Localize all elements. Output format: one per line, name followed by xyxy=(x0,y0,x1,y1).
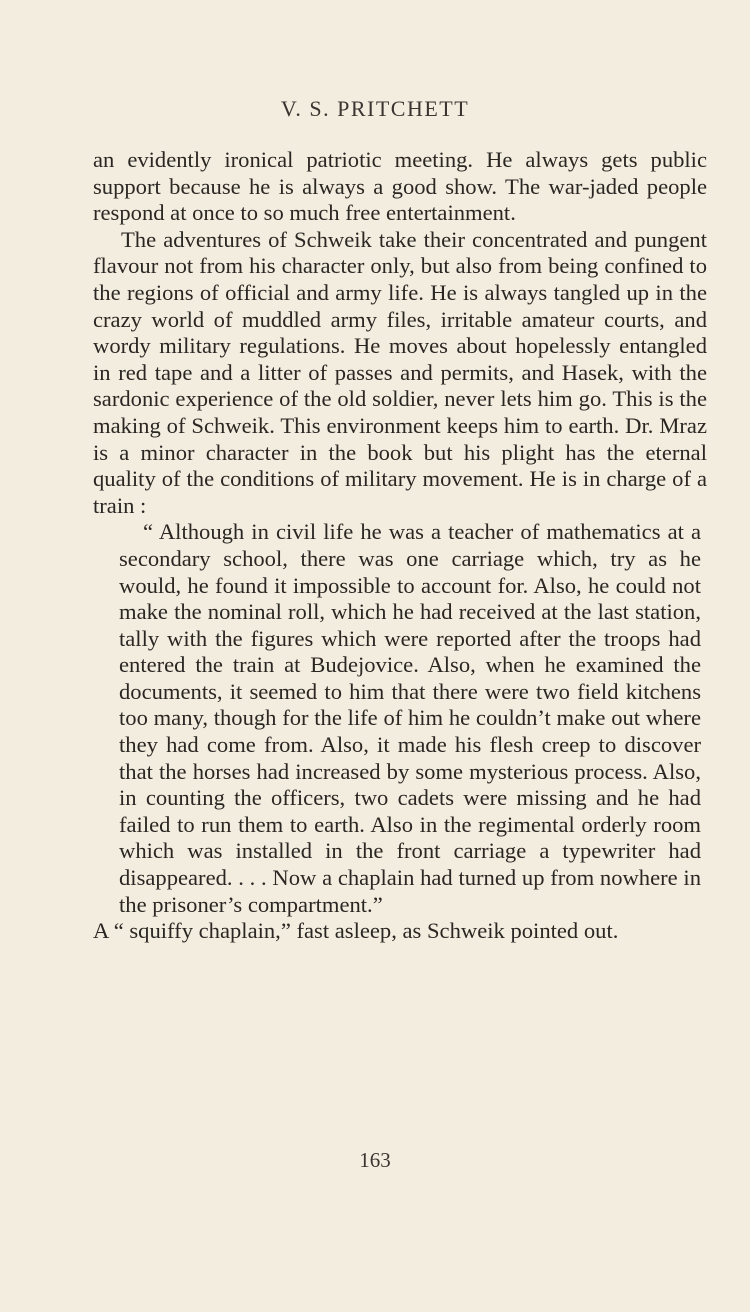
running-head: V. S. PRITCHETT xyxy=(280,96,470,121)
page-number: 163 xyxy=(359,1148,391,1172)
body-text xyxy=(93,147,707,945)
quote-text: “ Although in civil life he was a teacher of mathematics at a secondary school, there was one carriage which, try as he would, he found it impossible to account for. Also, he could not make the nominal roll, which he had received at the last station, tally with the figures which were reported after the troops had entered the train at Budejovice. Also, when he examined the documents, it seemed to him that there were two field kitchens too many, though for the life of him he couldn’t make out where they had come from. Also, it made his flesh creep to discover that the horses had increased by some mysterious process. Also, in counting the officers, two cadets were missing and he had failed to run them to earth. Also in the regimental orderly room which was installed in the front carriage a typewriter had disappeared. . . . Now a chaplain had turned up from nowhere in the prisoner’s compartment.” xyxy=(119,519,701,917)
paragraph-closing: A “ squiffy chaplain,” fast asleep, as Schweik pointed out. xyxy=(93,918,619,944)
paragraph-schweik-adventures: The adventures of Schweik take their concentrated and pungent flavour not from his character only, but also from being confined to the regions of official and army life. He is always tangled up in the crazy world of muddled army files, irritable amateur courts, and wordy military regulations. He moves about hopelessly entangled in red tape and a litter of passes and permits, and Hasek, with the sardonic experience of the old soldier, never lets him go. This is the making of Schweik. This environment keeps him to earth. Dr. Mraz is a minor character in the book but his plight has the eternal quality of the conditions of military movement. He is in charge of a train : xyxy=(93,226,707,518)
block-quote xyxy=(93,519,707,918)
paragraph-continued: an evidently ironical patriotic meeting. He always gets public support because he is always a good show. The war-jaded people respond at once to so much free entertainment. xyxy=(93,147,707,226)
